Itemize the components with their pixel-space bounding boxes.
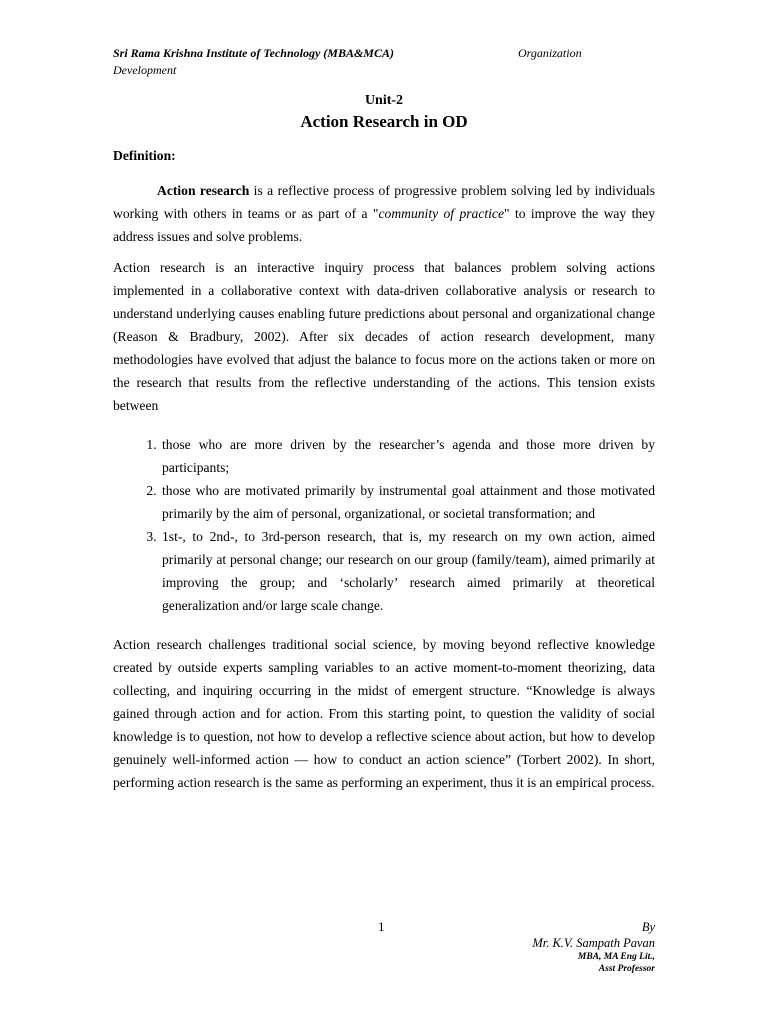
author-name: Mr. K.V. Sampath Pavan <box>532 936 655 950</box>
list-item: 3. 1st-, to 2nd-, to 3rd-person research, that is, my research on my own action, aimed primarily at personal change; our research on our group (family/team), aimed primarily at improving the group; and ‘scholarly’ research aimed primarily at theoretical generalization and/or large scale change. <box>160 525 655 617</box>
title-block <box>0 92 768 134</box>
para1-text-a: is a reflective process of progressive problem solving led by individuals working with others in teams or as part of a " <box>113 183 655 221</box>
paragraph-challenges: Action research challenges traditional social science, by moving beyond reflective knowledge created by outside experts sampling variables to an active moment-to-moment theorizing, data collecting, and inquiring occurring in the midst of emergent structure. “Knowledge is always gained through action and for action. From this starting point, to question the validity of social knowledge is to question, not how to develop a reflective science about action, but how to develop genuinely well-informed action — how to conduct an action science” (Torbert 2002). In short, performing action research is the same as performing an experiment, thus it is an empirical process. <box>113 637 655 790</box>
subject-line-2: Development <box>113 63 177 77</box>
definition-heading: Definition: <box>113 148 176 163</box>
tension-list <box>113 433 655 617</box>
term-action-research: Action research <box>157 183 250 198</box>
paragraph-process: Action research is an interactive inquiry process that balances problem solving actions implemented in a collaborative context with data-driven collaborative analysis or research to understand underlying causes enabling future predictions about personal and organizational change (Reason & Bradbury, 2002). After six decades of action research development, many methodologies have evolved that adjust the balance to focus more on the actions taken or more on the research that results from the reflective understanding of the actions. This tension exists between <box>113 260 655 413</box>
institute-name: Sri Rama Krishna Institute of Technology (MBA&MCA) <box>113 46 394 60</box>
list-item: 2. those who are motivated primarily by instrumental goal attainment and those motivated primarily by the aim of personal, organizational, or societal transformation; and <box>160 479 655 525</box>
page-title: Action Research in OD <box>300 112 468 131</box>
para1-text-b: " to improve the way they address issues and solve problems. <box>113 206 656 244</box>
author-position: Asst Professor <box>598 964 655 974</box>
subject-line-1: Organization <box>518 46 582 60</box>
by-label: By <box>641 920 655 934</box>
author-degrees: MBA, MA Eng Lit., <box>577 952 655 962</box>
author-block <box>532 919 655 975</box>
unit-label: Unit-2 <box>364 93 404 108</box>
document-body <box>113 144 655 794</box>
paragraph-definition <box>113 179 655 248</box>
page-header <box>113 45 653 79</box>
list-item: 1. those who are more driven by the researcher’s agenda and those more driven by participants; <box>160 433 655 479</box>
page-number: 1 <box>378 919 385 934</box>
term-community-of-practice: community of practice <box>378 206 505 221</box>
